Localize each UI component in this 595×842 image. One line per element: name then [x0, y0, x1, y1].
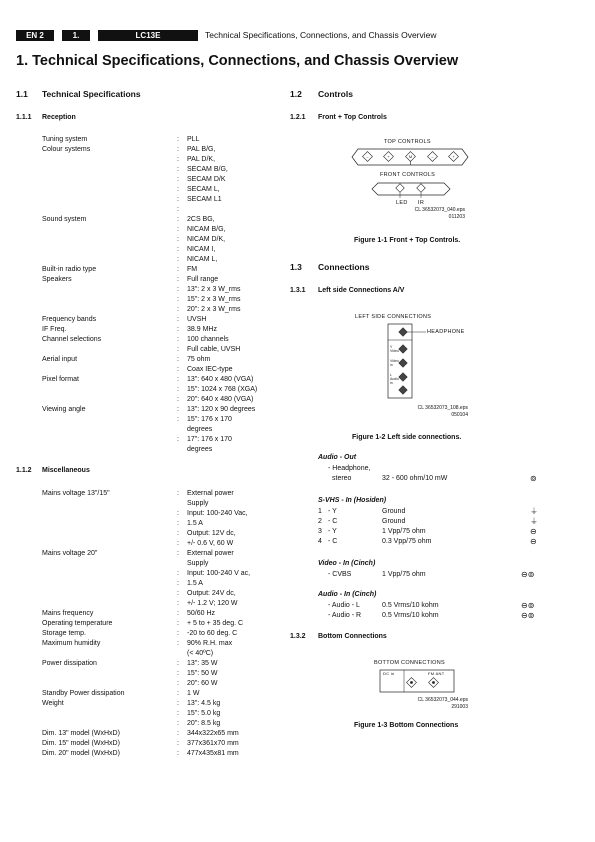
spec-row [42, 305, 282, 315]
spec-value: (< 40ºC) [187, 650, 214, 657]
spec-label: Sound system [42, 216, 87, 223]
spec-colon: : [177, 670, 179, 677]
spec-colon: : [177, 336, 179, 343]
spec-label: Built-in radio type [42, 266, 97, 273]
spec-colon: : [177, 266, 179, 273]
svg-text:+: + [452, 154, 455, 159]
spec-row [42, 425, 282, 435]
section-1-3-2: 1.3.2 Bottom Connections [290, 633, 387, 640]
spec-value: 15": 2 x 3 W_rms [187, 296, 241, 303]
spec-row [42, 679, 282, 689]
spec-value: 2CS BG, [187, 216, 215, 223]
spec-value: NICAM L, [187, 256, 218, 263]
signal-pin-icon: ⊖ [530, 527, 537, 536]
spec-value: 38.9 MHz [187, 326, 217, 333]
spec-colon: : [177, 376, 179, 383]
svhs-value: Ground [382, 508, 406, 515]
spec-value: NICAM D/K, [187, 236, 226, 243]
spec-colon: : [177, 740, 179, 747]
spec-colon: : [177, 386, 179, 393]
figure-1-3-caption: Figure 1-3 Bottom Connections [354, 722, 459, 729]
spec-colon: : [177, 490, 179, 497]
svhs-row [318, 507, 548, 517]
spec-colon: : [177, 276, 179, 283]
svg-text:–: – [431, 154, 434, 159]
spec-colon: : [177, 710, 179, 717]
spec-colon: : [177, 326, 179, 333]
spec-colon: : [177, 316, 179, 323]
spec-row [42, 215, 282, 225]
spec-label: Maximum humidity [42, 640, 101, 647]
spec-label: Frequency bands [42, 316, 97, 323]
spec-label: Power dissipation [42, 660, 97, 667]
spec-value: SECAM L1 [187, 196, 222, 203]
spec-row [42, 225, 282, 235]
spec-row [42, 315, 282, 325]
spec-label: Colour systems [42, 146, 91, 153]
spec-row [42, 509, 282, 519]
spec-row [42, 749, 282, 759]
spec-value: degrees [187, 426, 213, 433]
figure-1-2-caption: Figure 1-2 Left side connections. [352, 434, 462, 441]
cinch-audio-icon: ⊖⊚ [521, 601, 535, 610]
spec-row [42, 599, 282, 609]
spec-value: Coax IEC-type [187, 366, 233, 373]
spec-row [42, 489, 282, 499]
spec-colon: : [177, 416, 179, 423]
spec-colon: : [177, 176, 179, 183]
spec-row [42, 719, 282, 729]
headphone-label: HEADPHONE [427, 329, 465, 335]
spec-value: Input: 100-240 Vac, [187, 510, 248, 517]
spec-value: 90% R.H. max [187, 640, 233, 647]
bottom-connections-label: BOTTOM CONNECTIONS [374, 660, 445, 666]
spec-row [42, 175, 282, 185]
spec-colon: : [177, 346, 179, 353]
spec-colon: : [177, 356, 179, 363]
spec-value: 15": 5.0 kg [187, 710, 221, 717]
svhs-row [318, 517, 548, 527]
spec-colon: : [177, 550, 179, 557]
led-label: LED [396, 200, 408, 206]
spec-colon: : [177, 196, 179, 203]
spec-colon: : [177, 366, 179, 373]
cinch-video-icon: ⊖⊚ [521, 570, 535, 579]
spec-colon: : [177, 730, 179, 737]
spec-value: -20 to 60 deg. C [187, 630, 238, 637]
svhs-pin: 4 [318, 538, 322, 545]
spec-value: NICAM I, [187, 246, 216, 253]
spec-row [42, 415, 282, 425]
spec-row [42, 559, 282, 569]
spec-value: 50/60 Hz [187, 610, 216, 617]
spec-label: Viewing angle [42, 406, 86, 413]
spec-colon: : [177, 296, 179, 303]
spec-label: Operating temperature [42, 620, 113, 627]
spec-value: 377x361x70 mm [187, 740, 239, 747]
audio-in-name: - Audio - L [328, 602, 360, 609]
spec-value: PLL [187, 136, 200, 143]
spec-row [42, 365, 282, 375]
spec-row [42, 729, 282, 739]
spec-row [42, 255, 282, 265]
spec-colon: : [177, 256, 179, 263]
audio-in-value: 0.5 Vrms/10 kohm [382, 612, 439, 619]
spec-value: 13": 35 W [187, 660, 218, 667]
spec-colon: : [177, 690, 179, 697]
svg-text:Y: Y [390, 345, 393, 349]
spec-colon: : [177, 530, 179, 537]
spec-row [42, 295, 282, 305]
spec-colon: : [177, 166, 179, 173]
spec-value: Supply [187, 560, 209, 567]
spec-colon: : [177, 396, 179, 403]
spec-value: 15": 50 W [187, 670, 218, 677]
audio-in-row [318, 611, 548, 621]
svg-text:in: in [390, 363, 393, 367]
svg-text:Video: Video [390, 359, 399, 363]
spec-row [42, 699, 282, 709]
header-title: Technical Specifications, Connections, and Chassis Overview [205, 30, 437, 40]
spec-row [42, 689, 282, 699]
spec-label: Tuning system [42, 136, 88, 143]
spec-label: Weight [42, 700, 64, 707]
spec-value: 15": 1024 x 768 (XGA) [187, 386, 258, 393]
spec-row [42, 629, 282, 639]
spec-row [42, 355, 282, 365]
spec-row [42, 275, 282, 285]
spec-row [42, 669, 282, 679]
spec-label: Storage temp. [42, 630, 86, 637]
spec-value: 13": 120 x 90 degrees [187, 406, 256, 413]
spec-row [42, 405, 282, 415]
spec-label: Channel selections [42, 336, 102, 343]
cinch-audio-icon: ⊖⊚ [521, 611, 535, 620]
spec-label: Mains frequency [42, 610, 94, 617]
spec-row [42, 195, 282, 205]
spec-row [42, 529, 282, 539]
audio-in-name: - Audio - R [328, 612, 362, 619]
spec-row [42, 155, 282, 165]
spec-colon: : [177, 246, 179, 253]
front-controls-label: FRONT CONTROLS [380, 172, 436, 178]
svhs-name: - Y [328, 508, 337, 515]
spec-label: Aerial input [42, 356, 78, 363]
spec-colon: : [177, 750, 179, 757]
spec-row [42, 659, 282, 669]
svg-text:M: M [408, 154, 413, 159]
svg-text:in: in [390, 381, 393, 385]
svhs-row [318, 527, 548, 537]
spec-label: Pixel format [42, 376, 79, 383]
svhs-row [318, 537, 548, 547]
spec-colon: : [177, 406, 179, 413]
svg-text:Video: Video [390, 349, 399, 353]
spec-colon: : [177, 600, 179, 607]
spec-colon: : [177, 580, 179, 587]
spec-row [42, 519, 282, 529]
left-side-connections-label: LEFT SIDE CONNECTIONS [355, 314, 432, 320]
spec-value: External power [187, 490, 234, 497]
spec-row [42, 549, 282, 559]
video-in-title: Video - In (Cinch) [318, 560, 376, 567]
spec-row [42, 345, 282, 355]
svhs-value: 0.3 Vpp/75 ohm [382, 538, 432, 545]
signal-pin-icon: ⊖ [530, 537, 537, 546]
spec-colon: : [177, 620, 179, 627]
spec-value: NICAM B/G, [187, 226, 226, 233]
spec-row [42, 385, 282, 395]
section-1-2-1: 1.2.1 Front + Top Controls [290, 114, 387, 121]
svhs-pin: 1 [318, 508, 322, 515]
spec-value: Input: 100-240 V ac, [187, 570, 251, 577]
spec-colon: : [177, 720, 179, 727]
spec-colon: : [177, 146, 179, 153]
spec-value: 75 ohm [187, 356, 211, 363]
spec-value: 1.5 A [187, 580, 203, 587]
spec-label: Dim. 20" model (WxHxD) [42, 750, 120, 757]
spec-row [42, 285, 282, 295]
spec-value: Full range [187, 276, 219, 283]
spec-row [42, 435, 282, 445]
spec-value: 13": 4.5 kg [187, 700, 221, 707]
spec-colon: : [177, 510, 179, 517]
spec-value: Supply [187, 500, 209, 507]
spec-value: 20": 640 x 480 (VGA) [187, 396, 254, 403]
spec-value: Full cable, UVSH [187, 346, 241, 353]
spec-colon: : [177, 156, 179, 163]
spec-value: SECAM L, [187, 186, 220, 193]
spec-row [42, 709, 282, 719]
spec-value: 20": 2 x 3 W_rms [187, 306, 241, 313]
spec-colon: : [177, 186, 179, 193]
spec-value: 13": 640 x 480 (VGA) [187, 376, 254, 383]
spec-row [42, 639, 282, 649]
spec-label: IF Freq. [42, 326, 67, 333]
audio-in-row [318, 601, 548, 611]
audio-out-title: Audio - Out [318, 454, 357, 461]
spec-row [42, 205, 282, 215]
spec-colon: : [177, 226, 179, 233]
figure-1-2-ref: CL 36532073_108.eps 050104 [417, 405, 468, 418]
svg-text:–: – [366, 154, 369, 159]
spec-colon: : [177, 570, 179, 577]
spec-row [42, 395, 282, 405]
header-lang: EN 2 [16, 30, 54, 41]
spec-colon: : [177, 700, 179, 707]
spec-value: SECAM D/K [187, 176, 226, 183]
spec-row [42, 245, 282, 255]
audio-in-title: Audio - In (Cinch) [318, 591, 377, 598]
audio-in-value: 0.5 Vrms/10 kohm [382, 602, 439, 609]
ground-icon: ⏚ [530, 517, 538, 526]
spec-value: 13": 2 x 3 W_rms [187, 286, 241, 293]
svhs-name: - C [328, 518, 338, 525]
spec-value: degrees [187, 446, 213, 453]
spec-colon: : [177, 590, 179, 597]
spec-row [42, 579, 282, 589]
spec-value: 1.5 A [187, 520, 203, 527]
svhs-name: - Y [328, 528, 337, 535]
spec-colon: : [177, 286, 179, 293]
spec-row [42, 739, 282, 749]
spec-colon: : [177, 520, 179, 527]
spec-value: Output: 12V dc, [187, 530, 236, 537]
spec-row [42, 609, 282, 619]
spec-label: Speakers [42, 276, 72, 283]
spec-row [42, 145, 282, 155]
spec-row [42, 235, 282, 245]
spec-value: 344x322x65 mm [187, 730, 239, 737]
section-1-1-2: 1.1.2 Miscellaneous [16, 467, 90, 474]
spec-row [42, 335, 282, 345]
spec-colon: : [177, 306, 179, 313]
spec-label: Mains voltage 13"/15" [42, 490, 110, 497]
spec-value: PAL B/G, [187, 146, 216, 153]
top-controls-label: TOP CONTROLS [384, 139, 431, 145]
dc-in-label: DC in [383, 671, 395, 676]
page-title: 1. Technical Specifications, Connections, and Chassis Overview [16, 53, 459, 69]
spec-value: 100 channels [187, 336, 229, 343]
section-1-1-1: 1.1.1 Reception [16, 114, 76, 121]
spec-row [42, 589, 282, 599]
spec-label: Standby Power dissipation [42, 690, 125, 697]
spec-row [42, 265, 282, 275]
svhs-title: S-VHS - In (Hosiden) [318, 497, 387, 504]
spec-colon: : [177, 540, 179, 547]
spec-value: Output: 24V dc, [187, 590, 236, 597]
svhs-value: 1 Vpp/75 ohm [382, 528, 426, 535]
spec-colon: : [177, 610, 179, 617]
svg-text:L: L [390, 373, 392, 377]
spec-value: +/- 1.2 V; 120 W [187, 600, 238, 607]
spec-colon: : [177, 660, 179, 667]
spec-value: 17": 176 x 170 [187, 436, 232, 443]
spec-row [42, 569, 282, 579]
spec-colon: : [177, 630, 179, 637]
spec-row [42, 375, 282, 385]
spec-value: SECAM B/G, [187, 166, 228, 173]
headphone-jack-icon: ⊚ [530, 474, 537, 483]
spec-value: UVSH [187, 316, 207, 323]
spec-colon: : [177, 136, 179, 143]
spec-value: 1 W [187, 690, 200, 697]
spec-value: PAL D/K, [187, 156, 216, 163]
svg-text:Audio: Audio [390, 377, 399, 381]
header-model: LC13E [98, 30, 198, 41]
spec-row [42, 649, 282, 659]
spec-colon: : [177, 206, 179, 213]
spec-row [42, 445, 282, 455]
spec-value: 20": 60 W [187, 680, 218, 687]
spec-value: 477x435x81 mm [187, 750, 239, 757]
spec-value: + 5 to + 35 deg. C [187, 620, 244, 627]
figure-1-1-ref: CL 36532073_040.eps 011203 [414, 207, 465, 220]
fm-ant-label: FM ANT [428, 671, 445, 676]
svg-text:+: + [387, 154, 390, 159]
spec-colon: : [177, 436, 179, 443]
spec-colon: : [177, 236, 179, 243]
spec-value: 20": 8.5 kg [187, 720, 221, 727]
spec-row [42, 619, 282, 629]
svhs-pin: 3 [318, 528, 322, 535]
spec-row [42, 165, 282, 175]
spec-colon: : [177, 680, 179, 687]
spec-row [42, 325, 282, 335]
spec-label: Dim. 15" model (WxHxD) [42, 740, 120, 747]
spec-row [42, 539, 282, 549]
spec-row [42, 185, 282, 195]
svhs-pin: 2 [318, 518, 322, 525]
header-chapter: 1. [62, 30, 90, 41]
spec-colon: : [177, 216, 179, 223]
svhs-value: Ground [382, 518, 406, 525]
ground-icon: ⏚ [530, 507, 538, 516]
svhs-name: - C [328, 538, 338, 545]
section-1-3-1: 1.3.1 Left side Connections A/V [290, 287, 405, 294]
spec-value: FM [187, 266, 198, 273]
spec-row [42, 135, 282, 145]
spec-label: Mains voltage 20" [42, 550, 98, 557]
spec-value: +/- 0.6 V, 60 W [187, 540, 234, 547]
spec-colon: : [177, 640, 179, 647]
spec-label: Dim. 13" model (WxHxD) [42, 730, 120, 737]
spec-value: 15": 176 x 170 [187, 416, 232, 423]
figure-1-3-ref: CL 36532073_044.eps 291003 [417, 697, 468, 710]
figure-1-1-caption: Figure 1-1 Front + Top Controls. [354, 237, 461, 244]
spec-value: External power [187, 550, 234, 557]
ir-label: IR [418, 200, 425, 206]
spec-row [42, 499, 282, 509]
